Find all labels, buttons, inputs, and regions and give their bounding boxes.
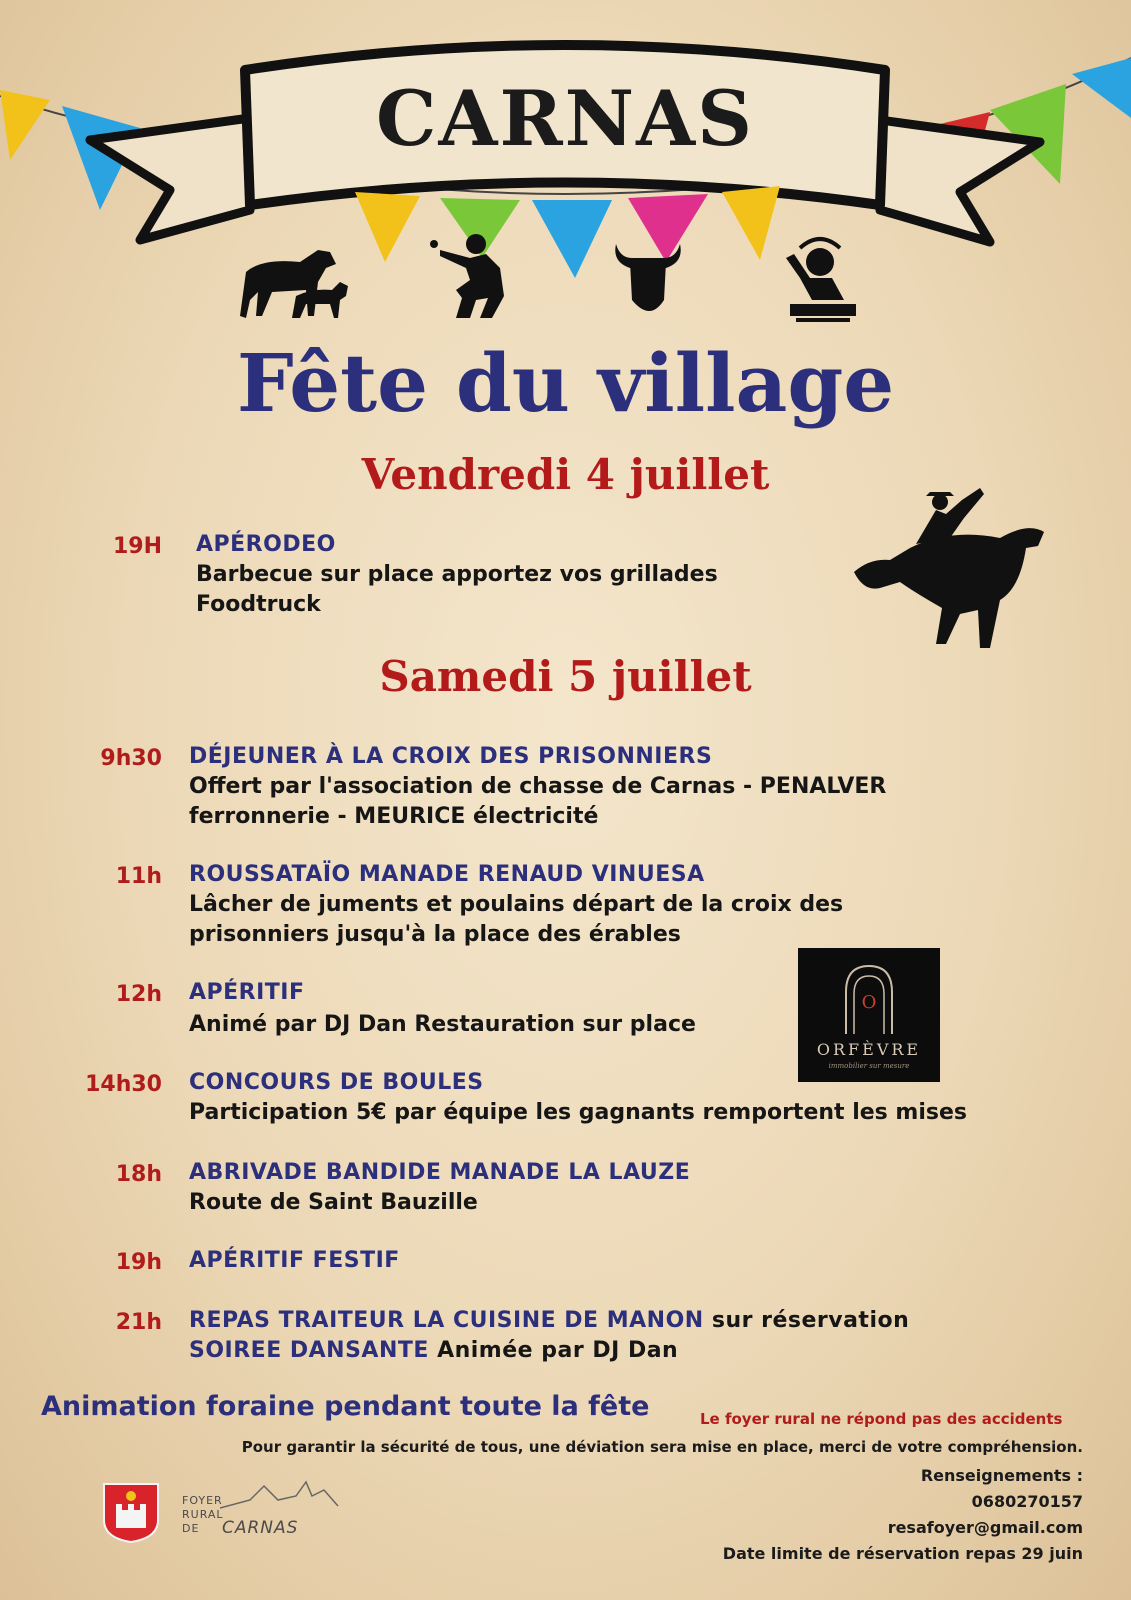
liability-notice: Le foyer rural ne répond pas des accidents [700,1410,1063,1428]
phone-number: 0680270157 [971,1492,1083,1511]
event-title-line [189,1308,909,1333]
event-title: REPAS TRAITEUR LA CUISINE DE MANON [189,1308,704,1333]
event-time: 12h [115,982,162,1007]
petanque-player-icon [430,234,504,318]
event-description: Animé par DJ Dan Restauration sur place [189,1012,696,1037]
event-description: Participation 5€ par équipe les gagnants remportent les mises [189,1100,968,1125]
foyer-line2: RURAL [182,1508,224,1521]
event-description: Route de Saint Bauzille [189,1190,478,1215]
sponsor-logo [798,948,940,1082]
event-title: Fête du village [236,336,895,430]
sponsor-name: ORFÈVRE [816,1040,922,1059]
event-title: DÉJEUNER À LA CROIX DES PRISONNIERS [189,744,713,769]
event-title: APÉRITIF [189,980,305,1005]
event-time: 19H [112,534,162,559]
village-outline-icon [220,1476,340,1516]
pennant [722,186,780,260]
pennant [1072,58,1131,118]
sponsor-tagline: immobilier sur mesure [828,1062,910,1070]
day-heading-friday: Vendredi 4 juillet [361,450,770,499]
event-title-line [189,1338,678,1363]
info-label: Renseignements : [920,1466,1083,1485]
event-description: Barbecue sur place apportez vos grillades [196,562,718,587]
event-description: ferronnerie - MEURICE électricité [189,804,599,829]
event-description: Lâcher de juments et poulains départ de la croix des [189,892,844,917]
event-subtitle: SOIREE DANSANTE [189,1338,429,1363]
dj-icon [786,239,856,322]
day-heading-saturday: Samedi 5 juillet [379,652,752,701]
event-time: 21h [115,1310,162,1335]
reservation-deadline: Date limite de réservation repas 29 juin [722,1544,1083,1563]
event-description: Offert par l'association de chasse de Carnas - PENALVER [189,774,887,799]
event-time: 18h [115,1162,162,1187]
pennant [628,194,708,262]
fairground-notice: Animation foraine pendant toute la fête [41,1391,650,1422]
event-subtitle-suffix: Animée par DJ Dan [428,1338,679,1363]
event-title: APÉRODEO [196,532,336,557]
foyer-rural-logo [180,1476,340,1540]
pennant [532,200,612,278]
event-title: CONCOURS DE BOULES [189,1070,484,1095]
event-time: 11h [115,864,162,889]
town-banner-title: CARNAS [376,74,754,163]
sponsor-monogram: O [861,992,877,1013]
event-time: 19h [115,1250,162,1275]
foyer-line4: CARNAS [222,1518,299,1538]
coat-of-arms-icon [100,1480,162,1544]
event-time: 14h30 [85,1072,162,1097]
foyer-line3: DE [182,1522,200,1535]
foyer-line1: FOYER [182,1494,223,1507]
event-title: ROUSSATAÏO MANADE RENAUD VINUESA [189,862,705,887]
email-address: resafoyer@gmail.com [887,1518,1083,1537]
pennant [0,90,50,160]
event-title: ABRIVADE BANDIDE MANADE LA LAUZE [189,1160,691,1185]
horses-icon [240,250,348,318]
bull-rider-icon [850,488,1060,658]
event-title: APÉRITIF FESTIF [189,1248,400,1273]
event-description: prisonniers jusqu'à la place des érables [189,922,681,947]
deviation-notice: Pour garantir la sécurité de tous, une déviation sera mise en place, merci de votre compréhension. [241,1438,1083,1456]
header-artwork [0,0,1131,340]
event-title-suffix: sur réservation [703,1308,910,1333]
event-time: 9h30 [100,746,162,771]
pennant [355,192,420,262]
event-description: Foodtruck [196,592,321,617]
